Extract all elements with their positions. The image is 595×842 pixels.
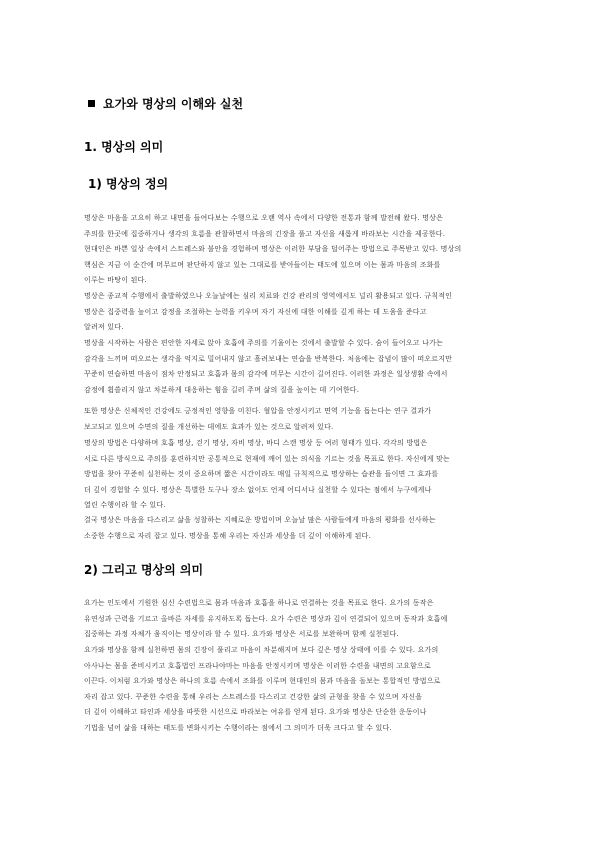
paragraph-line: 감각을 느끼며 떠오르는 생각을 억지로 밀어내지 않고 흘려보내는 연습을 반복한다. 처음에는 잡념이 많이 떠오르지만 bbox=[84, 354, 453, 363]
paragraph-line: 이루는 바탕이 된다. bbox=[84, 276, 147, 284]
paragraph bbox=[84, 404, 514, 435]
paragraph-line: 열린 수행이라 할 수 있다. bbox=[84, 501, 166, 509]
paragraph-line: 요가는 인도에서 기원한 심신 수련법으로 몸과 마음과 호흡을 하나로 연결하는 것을 목표로 한다. 요가의 동작은 bbox=[84, 599, 434, 607]
paragraph-line: 알려져 있다. bbox=[84, 323, 124, 331]
paragraph-line: 명상은 종교적 수행에서 출발하였으나 오늘날에는 심리 치료와 건강 관리의 영역에서도 널리 활용되고 있다. 규칙적인 bbox=[84, 292, 453, 300]
paragraph bbox=[84, 596, 514, 643]
paragraph-line: 요가와 명상을 함께 실천하면 몸의 긴장이 풀리고 마음이 차분해지며 보다 깊은 명상 상태에 이를 수 있다. 요가의 bbox=[84, 646, 439, 654]
paragraph bbox=[84, 513, 514, 544]
paragraph bbox=[84, 289, 514, 336]
paragraph-line: 아사나는 몸을 준비시키고 호흡법인 프라나야마는 마음을 안정시키며 명상은 이러한 수련을 내면의 고요함으로 bbox=[84, 661, 431, 670]
paragraph-line: 방법을 찾아 꾸준히 실천하는 것이 중요하며 짧은 시간이라도 매일 규칙적으로 명상하는 습관을 들이면 그 효과를 bbox=[84, 470, 439, 478]
section-heading: 1. 명상의 의미 bbox=[84, 140, 164, 154]
paragraph-line: 더 깊이 경험할 수 있다. 명상은 특별한 도구나 장소 없이도 언제 어디서나 실천할 수 있다는 점에서 누구에게나 bbox=[84, 485, 432, 494]
paragraph bbox=[84, 336, 514, 398]
paragraph-line: 더 깊이 이해하고 타인과 세상을 따뜻한 시선으로 바라보는 여유를 얻게 된다. 요가와 명상은 단순한 운동이나 bbox=[84, 708, 427, 716]
paragraph-line: 자리 잡고 있다. 꾸준한 수련을 통해 우리는 스트레스를 다스리고 건강한 삶의 균형을 찾을 수 있으며 자신을 bbox=[84, 692, 423, 701]
paragraph-line: 또한 명상은 신체적인 건강에도 긍정적인 영향을 미친다. 혈압을 안정시키고 면역 기능을 돕는다는 연구 결과가 bbox=[84, 407, 432, 415]
paragraph-line: 명상을 시작하는 사람은 편안한 자세로 앉아 호흡에 주의를 기울이는 것에서 출발할 수 있다. 숨이 들어오고 나가는 bbox=[84, 339, 444, 347]
paragraph-line: 감정에 휩쓸리지 않고 차분하게 대응하는 힘을 길러 주며 삶의 질을 높이는 데 기여한다. bbox=[84, 385, 360, 394]
paragraph-line: 주의를 한곳에 집중하거나 생각의 흐름을 관찰하면서 마음의 긴장을 풀고 자신을 새롭게 바라보는 시간을 제공한다. bbox=[84, 229, 446, 238]
paragraph-line: 명상의 방법은 다양하며 호흡 명상, 걷기 명상, 자비 명상, 바디 스캔 명상 등 여러 형태가 있다. 각각의 방법은 bbox=[84, 439, 428, 447]
document-title bbox=[88, 97, 243, 111]
paragraph-line: 소중한 수행으로 자리 잡고 있다. 명상을 통해 우리는 자신과 세상을 더 깊이 이해하게 된다. bbox=[84, 531, 372, 540]
paragraph-line: 유연성과 근력을 기르고 올바른 자세를 유지하도록 돕는다. 요가 수련은 명상과 깊이 연결되어 있으며 동작과 호흡에 bbox=[84, 614, 448, 623]
subsection-heading: 1) 명상의 정의 bbox=[88, 177, 169, 191]
paragraph-line: 결국 명상은 마음을 다스리고 삶을 성찰하는 지혜로운 방법이며 오늘날 많은 사람들에게 마음의 평화를 선사하는 bbox=[84, 516, 436, 524]
subsection-heading: 2) 그리고 명상의 의미 bbox=[84, 563, 204, 577]
paragraph-line: 이끈다. 이처럼 요가와 명상은 하나의 흐름 속에서 조화를 이루며 현대인의 몸과 마음을 돌보는 통합적인 방법으로 bbox=[84, 677, 441, 685]
paragraph-line: 서로 다른 방식으로 주의를 훈련하지만 공통적으로 현재에 깨어 있는 의식을 기르는 것을 목표로 한다. 자신에게 맞는 bbox=[84, 454, 451, 463]
paragraph bbox=[84, 643, 514, 736]
paragraph-line: 명상은 집중력을 높이고 감정을 조절하는 능력을 키우며 자기 자신에 대한 이해를 깊게 하는 데 도움을 준다고 bbox=[84, 307, 427, 316]
paragraph-line: 명상은 마음을 고요히 하고 내면을 들여다보는 수행으로 오랜 역사 속에서 다양한 전통과 함께 발전해 왔다. 명상은 bbox=[84, 214, 444, 222]
paragraph bbox=[84, 211, 514, 289]
paragraph-line: 집중하는 과정 자체가 움직이는 명상이라 할 수 있다. 요가와 명상은 서로를 보완하며 함께 실천된다. bbox=[84, 630, 399, 638]
document-title-text: 요가와 명상의 이해와 실천 bbox=[103, 97, 244, 111]
paragraph-line: 보고되고 있으며 수면의 질을 개선하는 데에도 효과가 있는 것으로 알려져 있다. bbox=[84, 422, 334, 431]
paragraph-line: 현대인은 바쁜 일상 속에서 스트레스와 불안을 경험하며 명상은 이러한 부담을 덜어주는 방법으로 주목받고 있다. 명상의 bbox=[84, 245, 462, 253]
paragraph-line: 핵심은 지금 이 순간에 머무르며 판단하지 않고 있는 그대로를 받아들이는 태도에 있으며 이는 몸과 마음의 조화를 bbox=[84, 260, 441, 269]
square-bullet-icon bbox=[88, 100, 95, 107]
paragraph-line: 기법을 넘어 삶을 대하는 태도를 변화시키는 수행이라는 점에서 그 의미가 더욱 크다고 할 수 있다. bbox=[84, 723, 392, 732]
paragraph bbox=[84, 436, 514, 514]
paragraph-line: 꾸준히 연습하면 마음이 점차 안정되고 호흡과 몸의 감각에 머무는 시간이 길어진다. 이러한 과정은 일상생활 속에서 bbox=[84, 370, 448, 378]
